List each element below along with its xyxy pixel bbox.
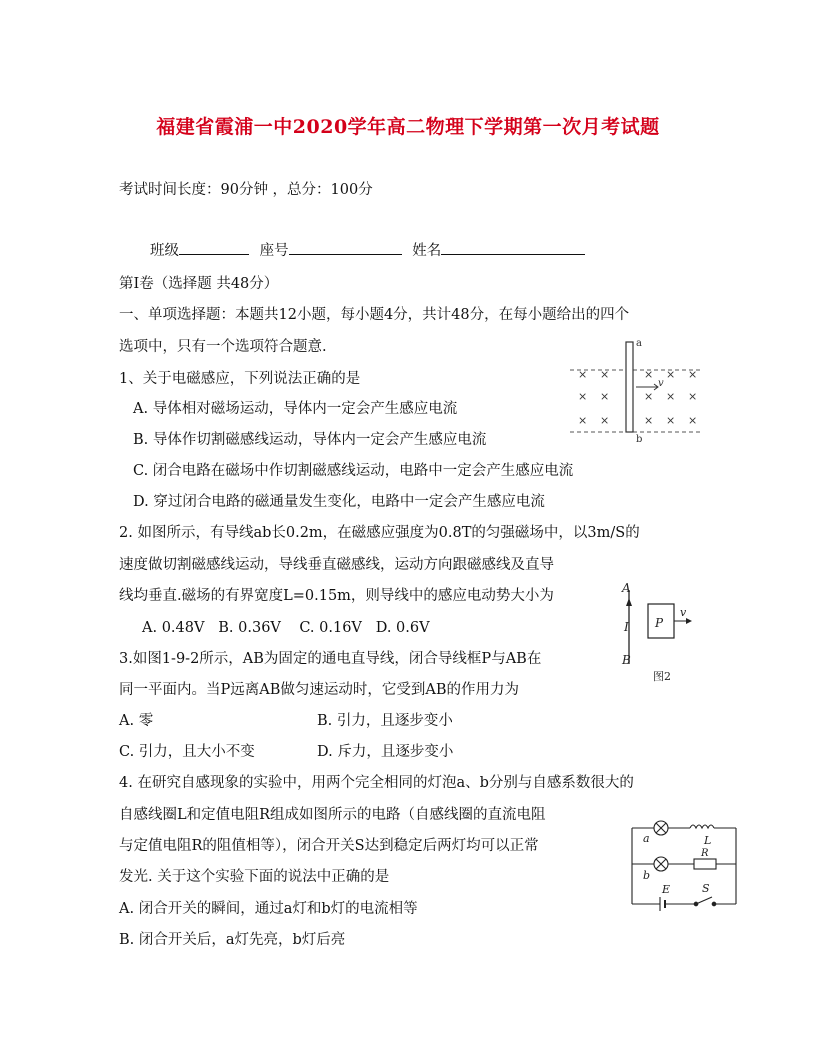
q4-stem-line: 发光. 关于这个实验下面的说法中正确的是	[119, 869, 390, 885]
seat-blank[interactable]	[289, 238, 402, 255]
q3-stem-line: 同一平面内。当P远离AB做匀速运动时，它受到AB的作用力为	[119, 682, 520, 698]
inductor-coil	[690, 825, 714, 828]
label-B: B	[622, 653, 631, 667]
q1-option-d: D. 穿过闭合电路的磁通量发生变化，电路中一定会产生感应电流	[133, 494, 545, 510]
instruction-line: 选项中，只有一个选项符合题意.	[119, 339, 327, 355]
label-I: I	[624, 620, 629, 634]
q1-option-c: C. 闭合电路在磁场中作切割磁感线运动，电路中一定会产生感应电流	[133, 463, 574, 479]
svg-text:×: ×	[600, 368, 610, 381]
label-a: a	[636, 338, 642, 349]
q3-option-c: C. 引力，且大小不变	[119, 744, 255, 760]
q2-stem-line: 线均垂直.磁场的有界宽度L=0.15m，则导线中的感应电动势大小为	[119, 588, 554, 604]
q2-stem-line: 2. 如图所示，有导线ab长0.2m，在磁感应强度为0.8T的匀强磁场中，以3m/S的	[119, 525, 640, 541]
label-A: A	[622, 581, 631, 595]
label-P: P	[655, 616, 664, 630]
name-label: 姓名	[412, 243, 442, 259]
svg-text:×: ×	[666, 368, 676, 381]
label-R: R	[701, 848, 709, 859]
svg-text:×: ×	[578, 414, 588, 427]
svg-text:×: ×	[688, 414, 698, 427]
label-E: E	[662, 883, 671, 896]
seat-label: 座号	[259, 243, 289, 259]
magnetic-field-crosses	[578, 368, 697, 427]
instruction-line: 一、单项选择题：本题共12小题，每小题4分，共计48分，在每小题给出的四个	[119, 307, 630, 323]
q1-stem: 1、关于电磁感应，下列说法正确的是	[119, 371, 361, 387]
svg-text:×: ×	[644, 414, 654, 427]
svg-text:×: ×	[644, 368, 654, 381]
svg-text:×: ×	[578, 368, 588, 381]
q3-figure	[616, 576, 708, 686]
student-fields	[150, 238, 585, 261]
q2-options: A. 0.48V B. 0.36V C. 0.16V D. 0.6V	[142, 620, 430, 636]
svg-text:×: ×	[688, 390, 698, 403]
svg-text:×: ×	[666, 390, 676, 403]
label-v: v	[658, 378, 664, 389]
svg-text:×: ×	[644, 390, 654, 403]
q1-option-b: B. 导体作切割磁感线运动，导体内一定会产生感应电流	[133, 432, 487, 448]
label-a: a	[643, 832, 650, 845]
name-blank[interactable]	[441, 238, 585, 255]
q4-option-b: B. 闭合开关后，a灯先亮，b灯后亮	[119, 932, 346, 948]
q4-stem-line: 与定值电阻R的阻值相等），闭合开关S达到稳定后两灯均可以正常	[119, 838, 539, 854]
q3-option-b: B. 引力，且逐步变小	[317, 713, 453, 729]
q2-stem-line: 速度做切割磁感线运动，导线垂直磁感线，运动方向跟磁感线及直导	[119, 557, 554, 573]
q1-option-a: A. 导体相对磁场运动，导体内一定会产生感应电流	[133, 401, 458, 417]
label-b: b	[636, 434, 643, 445]
class-label: 班级	[150, 243, 179, 259]
q3-stem-line: 3.如图1-9-2所示，AB为固定的通电直导线，闭合导线框P与AB在	[119, 651, 542, 667]
label-v: v	[680, 606, 687, 619]
class-blank[interactable]	[179, 238, 249, 255]
q4-stem-line: 4. 在研究自感现象的实验中，用两个完全相同的灯泡a、b分别与自感系数很大的	[119, 775, 634, 791]
resistor	[694, 859, 716, 869]
q3-option-d: D. 斥力，且逐步变小	[317, 744, 454, 760]
label-L: L	[704, 834, 712, 847]
svg-text:×: ×	[666, 414, 676, 427]
page-title: 福建省霞浦一中2020学年高二物理下学期第一次月考试题	[156, 116, 660, 138]
switch	[696, 897, 712, 904]
exam-info: 考试时间长度：90分钟 ，总分：100分	[119, 182, 373, 198]
q4-figure	[628, 814, 740, 914]
svg-text:×: ×	[688, 368, 698, 381]
q3-option-a: A. 零	[119, 713, 154, 729]
label-b: b	[643, 869, 651, 882]
svg-text:×: ×	[600, 414, 610, 427]
q4-option-a: A. 闭合开关的瞬间，通过a灯和b灯的电流相等	[119, 901, 418, 917]
current-arrow	[626, 598, 632, 606]
section-heading: 第Ⅰ卷（选择题 共48分）	[119, 276, 279, 292]
q1-figure	[566, 338, 706, 446]
svg-text:×: ×	[578, 390, 588, 403]
label-S: S	[702, 882, 710, 895]
figure-caption: 图2	[653, 670, 671, 683]
conductor-rod	[626, 342, 633, 432]
q4-stem-line: 自感线圈L和定值电阻R组成如图所示的电路（自感线圈的直流电阻	[119, 807, 546, 823]
svg-text:×: ×	[600, 390, 610, 403]
